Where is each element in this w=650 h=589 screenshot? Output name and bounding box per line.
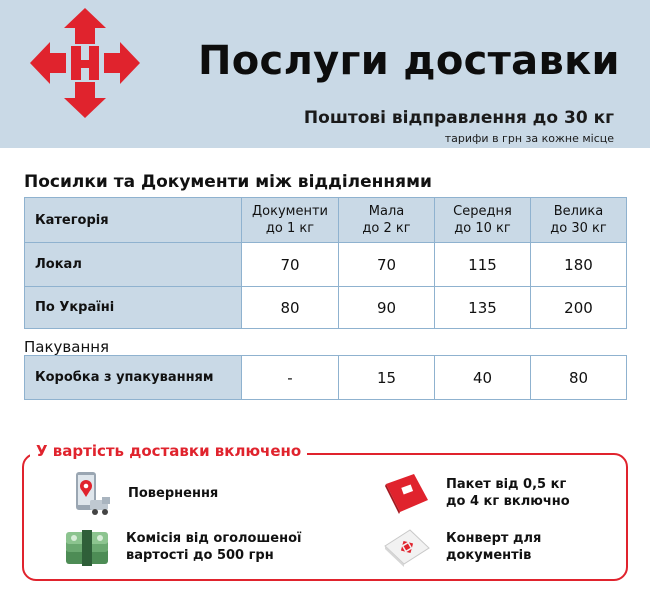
table-row: [25, 356, 627, 400]
price-cell: 200: [531, 287, 627, 329]
included-item-commission: [62, 524, 301, 570]
page-subtitle: Поштові відправлення до 30 кг: [303, 108, 614, 128]
included-item-return: [64, 470, 218, 516]
tariff-table: [24, 197, 627, 329]
section-title: Посилки та Документи між відділеннями: [24, 172, 432, 192]
price-cell: 180: [531, 243, 627, 287]
price-cell: 15: [339, 356, 435, 400]
header-banner: [0, 0, 650, 148]
column-header: Документи до 1 кг: [242, 198, 339, 243]
column-header: Велика до 30 кг: [531, 198, 627, 243]
table-row: [25, 243, 627, 287]
nova-poshta-logo-icon: [30, 8, 140, 118]
price-cell: 70: [242, 243, 339, 287]
packaging-table: [24, 355, 627, 400]
included-item-envelope: [382, 524, 541, 570]
included-title: У вартість доставки включено: [30, 442, 307, 460]
price-cell: 135: [435, 287, 531, 329]
phone-return-icon: [64, 470, 114, 516]
red-package-icon: [382, 470, 432, 516]
included-text: Конверт для документів: [446, 531, 542, 563]
tariff-note: тарифи в грн за кожне місце: [444, 132, 614, 145]
included-text: Повернення: [128, 485, 219, 501]
money-stack-icon: [62, 524, 112, 570]
column-header: Середня до 10 кг: [435, 198, 531, 243]
price-cell: -: [242, 356, 339, 400]
row-label: По Україні: [25, 287, 242, 329]
price-cell: 80: [531, 356, 627, 400]
included-item-package: [382, 470, 570, 516]
row-label: Коробка з упакуванням: [25, 356, 242, 400]
price-cell: 90: [339, 287, 435, 329]
included-text: Комісія від оголошеної вартості до 500 грн: [126, 531, 302, 563]
table-header-row: [25, 198, 627, 243]
price-cell: 40: [435, 356, 531, 400]
category-header: Категорія: [25, 198, 242, 243]
included-text: Пакет від 0,5 кг до 4 кг включно: [446, 477, 570, 509]
row-label: Локал: [25, 243, 242, 287]
envelope-icon: [382, 524, 432, 570]
table-row: [25, 287, 627, 329]
price-cell: 70: [339, 243, 435, 287]
page-title: Послуги доставки: [198, 38, 620, 84]
column-header: Мала до 2 кг: [339, 198, 435, 243]
price-cell: 115: [435, 243, 531, 287]
price-cell: 80: [242, 287, 339, 329]
packaging-label: Пакування: [24, 338, 110, 356]
